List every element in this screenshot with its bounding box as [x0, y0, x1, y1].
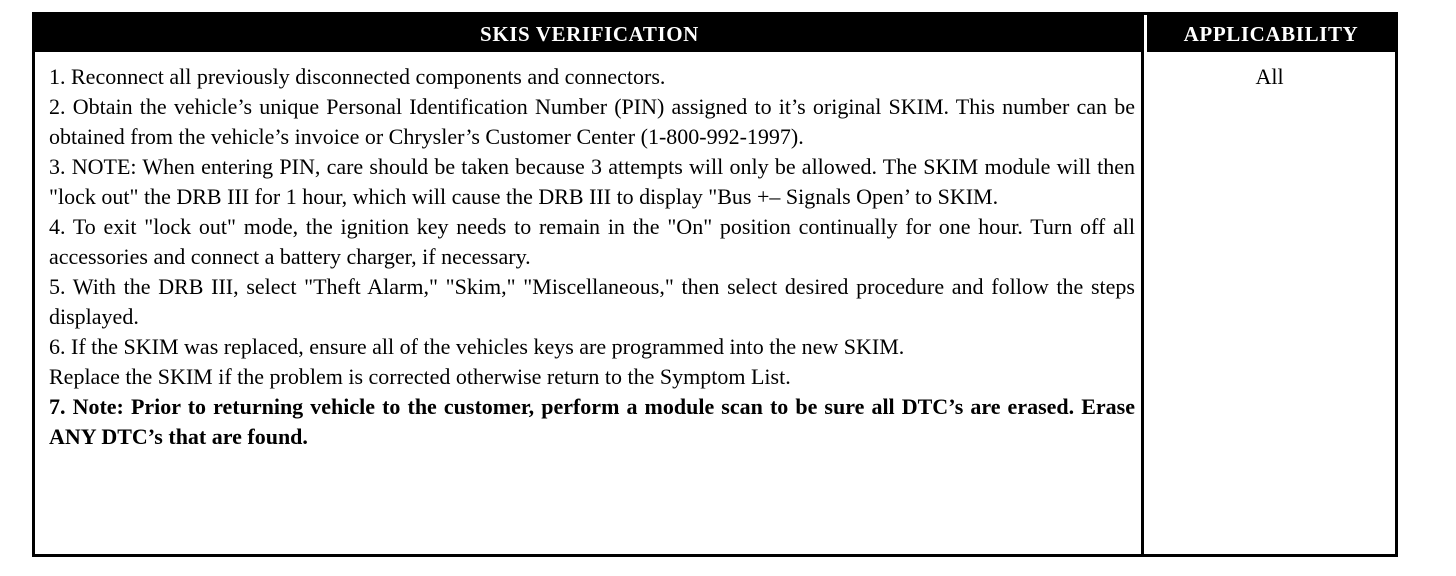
- step-4: 4. To exit "lock out" mode, the ignition key needs to remain in the "On" position continually for one hour. Turn off all accessories and connect a battery charger, if necessary.: [49, 214, 1135, 269]
- replace-skim-note: Replace the SKIM if the problem is corrected otherwise return to the Symptom List.: [49, 364, 791, 389]
- step-1: 1. Reconnect all previously disconnected components and connectors.: [49, 64, 666, 89]
- step-7-note: 7. Note: Prior to returning vehicle to the customer, perform a module scan to be sure all DTC’s are erased. Erase ANY DTC’s that are found.: [49, 394, 1135, 449]
- step-5: 5. With the DRB III, select "Theft Alarm," "Skim," "Miscellaneous," then select desired procedure and follow the steps displayed.: [49, 274, 1135, 329]
- skis-verification-table: [32, 12, 1398, 557]
- step-2: 2. Obtain the vehicle’s unique Personal Identification Number (PIN) assigned to it’s original SKIM. This number can be obtained from the vehicle’s invoice or Chrysler’s Customer Center (1-800-992-1997).: [49, 94, 1135, 149]
- applicability-header: APPLICABILITY: [1144, 15, 1395, 52]
- step-6: 6. If the SKIM was replaced, ensure all of the vehicles keys are programmed into the new SKIM.: [49, 334, 905, 359]
- applicability-cell: All: [1255, 64, 1284, 89]
- skis-verification-header: SKIS VERIFICATION: [35, 15, 1144, 52]
- step-3: 3. NOTE: When entering PIN, care should be taken because 3 attempts will only be allowed. The SKIM module will then "lock out" the DRB III for 1 hour, which will cause the DRB III to display "Bus +– Signals Open’ to SKIM.: [49, 154, 1135, 209]
- verification-steps-cell: [35, 52, 1144, 554]
